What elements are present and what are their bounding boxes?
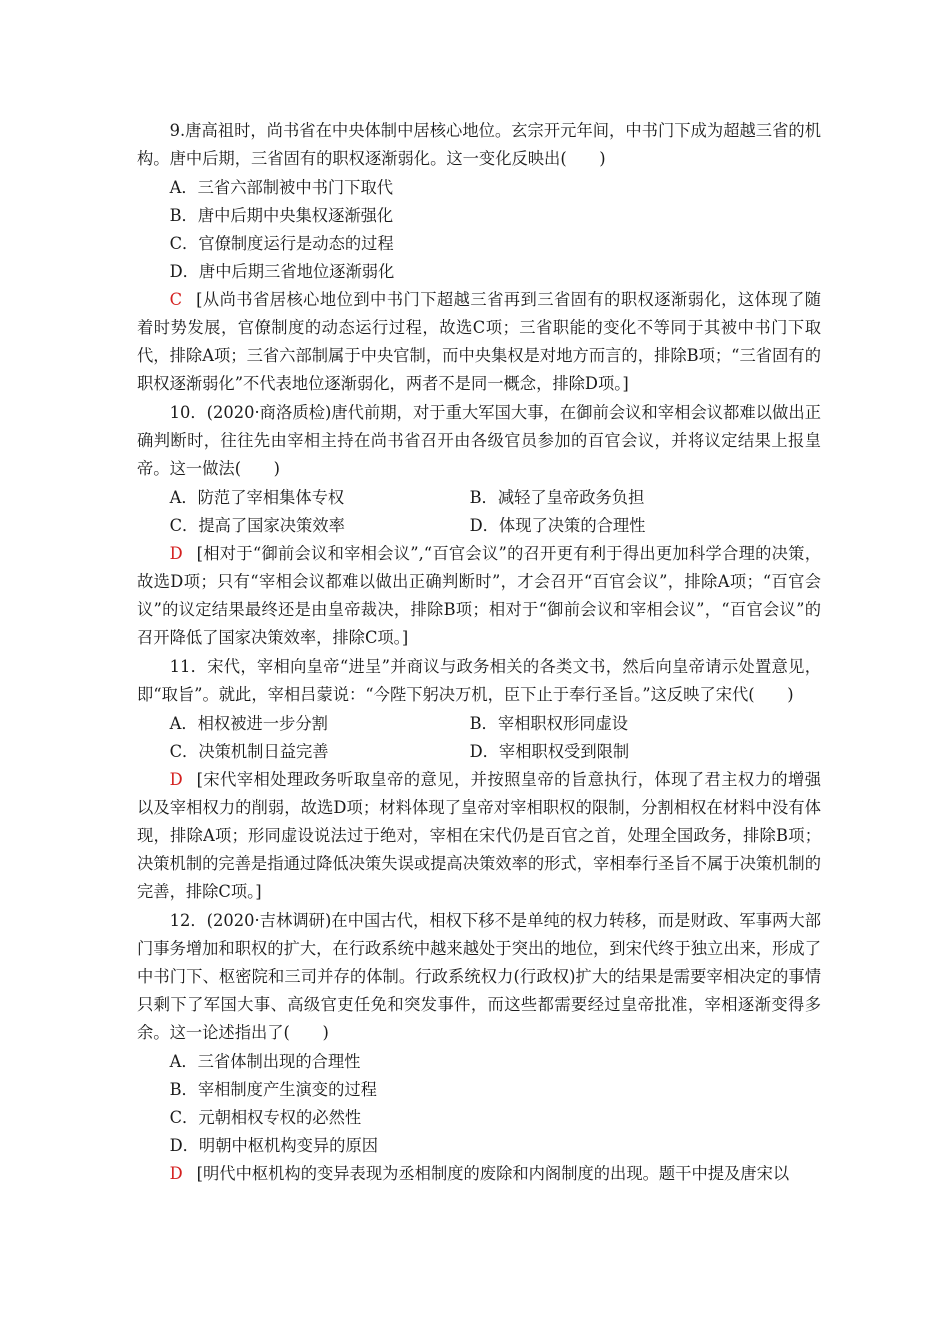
question-12-option-d: D．明朝中枢机构变异的原因: [169, 1136, 379, 1155]
question-9-stem: 9.唐高祖时，尚书省在中央体制中居核心地位。玄宗开元年间，中书门下成为超越三省的机构。唐中后期，三省固有的职权逐渐弱化。这一变化反映出( ): [137, 121, 821, 168]
answer-analysis: [明代中枢机构的变异表现为丞相制度的废除和内阁制度的出现。题干中提及唐宋以: [196, 1164, 790, 1183]
question-11-option-c: C．决策机制日益完善: [169, 742, 329, 761]
question-10-answer: [137, 540, 821, 652]
question-11-option-b: B．宰相职权形同虚设: [469, 714, 629, 733]
question-11-stem: 11．宋代，宰相向皇帝“进呈”并商议与政务相关的各类文书，然后向皇帝请示处置意见，即“取旨”。就此，宰相吕蒙说：“今陛下躬决万机，臣下止于奉行圣旨。”这反映了宋代( ): [137, 657, 821, 704]
question-10-option-b: B．减轻了皇帝政务负担: [469, 488, 645, 507]
question-10-option-a: A．防范了宰相集体专权: [169, 488, 345, 507]
answer-letter: D: [169, 1164, 183, 1183]
answer-letter: C: [169, 290, 183, 309]
question-10-options-row-1: [137, 484, 821, 512]
question-12-option-b: B．宰相制度产生演变的过程: [169, 1080, 377, 1099]
question-10-options-row-2: [137, 512, 821, 540]
question-12-answer: [137, 1160, 821, 1188]
question-12-option-a: A．三省体制出现的合理性: [169, 1052, 361, 1071]
question-12-stem: 12．(2020·吉林调研)在中国古代，相权下移不是单纯的权力转移，而是财政、军事两大部门事务增加和职权的扩大，在行政系统中越来越处于突出的地位，到宋代终于独立出来，形成了中书门下、枢密院和三司并存的体制。行政系统权力(行政权)扩大的结果是需要宰相决定的事情只剩下了军国大事、高级官吏任免和突发事件，而这些都需要经过皇帝批准，宰相逐渐变得多余。这一论述指出了( ): [137, 911, 821, 1042]
question-9-answer: [137, 286, 821, 398]
question-11-options-row-2: [137, 738, 821, 766]
question-10-option-c: C．提高了国家决策效率: [169, 516, 345, 535]
question-11-options-row-1: [137, 710, 821, 738]
question-10-stem: 10．(2020·商洛质检)唐代前期，对于重大军国大事，在御前会议和宰相会议都难以做出正确判断时，往往先由宰相主持在尚书省召开由各级官员参加的百官会议，并将议定结果上报皇帝。这一做法( ): [137, 403, 821, 478]
answer-analysis: [从尚书省居核心地位到中书门下超越三省再到三省固有的职权逐渐弱化，这体现了随着时势发展，官僚制度的动态运行过程，故选C项；三省职能的变化不等同于其被中书门下取代，排除A项；三省六部制属于中央官制，而中央集权是对地方而言的，排除B项；“三省固有的职权逐渐弱化”不代表地位逐渐弱化，两者不是同一概念，排除D项。]: [137, 290, 821, 393]
question-9-option-b: B．唐中后期中央集权逐渐强化: [169, 206, 394, 225]
answer-letter: D: [169, 770, 183, 789]
answer-analysis: [宋代宰相处理政务听取皇帝的意见，并按照皇帝的旨意执行，体现了君主权力的增强以及宰相权力的削弱，故选D项；材料体现了皇帝对宰相职权的限制，分割相权在材料中没有体现，排除A项；形同虚设说法过于绝对，宰相在宋代仍是百官之首，处理全国政务，排除B项；决策机制的完善是指通过降低决策失误或提高决策效率的形式，宰相奉行圣旨不属于决策机制的完善，排除C项。]: [137, 770, 821, 901]
question-9-option-c: C．官僚制度运行是动态的过程: [169, 234, 394, 253]
answer-analysis: [相对于“御前会议和宰相会议”,“百官会议”的召开更有利于得出更加科学合理的决策，故选D项；只有“宰相会议都难以做出正确判断时”，才会召开“百官会议”，排除A项；“百官会议”的议定结果最终还是由皇帝裁决，排除B项；相对于“御前会议和宰相会议”，“百官会议”的召开降低了国家决策效率，排除C项。]: [137, 544, 821, 647]
question-11-answer: [137, 766, 821, 906]
question-12-option-c: C．元朝相权专权的必然性: [169, 1108, 362, 1127]
answer-letter: D: [169, 544, 183, 563]
question-11-option-d: D．宰相职权受到限制: [469, 742, 630, 761]
question-10-option-d: D．体现了决策的合理性: [469, 516, 646, 535]
question-list: [137, 117, 821, 1189]
question-9-option-d: D．唐中后期三省地位逐渐弱化: [169, 262, 395, 281]
question-9-option-a: A．三省六部制被中书门下取代: [169, 178, 394, 197]
question-11-option-a: A．相权被进一步分割: [169, 714, 328, 733]
